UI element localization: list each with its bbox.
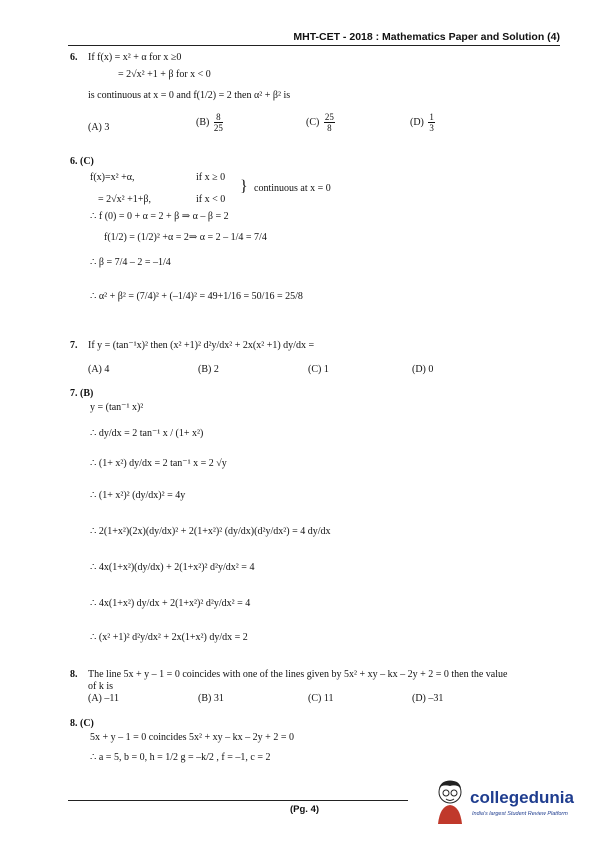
q8-line2: of k is xyxy=(88,681,113,692)
s6-line3: ∴ f (0) = 0 + α = 2 + β ⇒ α – β = 2 xyxy=(90,211,229,222)
s6-line6: ∴ α² + β² = (7/4)² + (–1/4)² = 49+1/16 = 50/16 = 25/8 xyxy=(90,291,303,302)
q6-line2: = 2√x² +1 + β for x < 0 xyxy=(118,69,211,80)
q6-line3: is continuous at x = 0 and f(1/2) = 2 then α² + β² is xyxy=(88,90,291,101)
logo-wordmark: collegedunia xyxy=(470,788,574,807)
q8-option-d: (D) –31 xyxy=(412,693,444,704)
s7-line5: ∴ 2(1+x²)(2x)(dy/dx)² + 2(1+x²)² (dy/dx)(d²y/dx²) = 4 dy/dx xyxy=(90,526,331,537)
q6-option-b-num: 8 xyxy=(214,112,223,123)
q6-option-c-den: 8 xyxy=(327,123,332,133)
q7-option-c: (C) 1 xyxy=(308,364,329,375)
q7-option-b: (B) 2 xyxy=(198,364,219,375)
q7-option-a: (A) 4 xyxy=(88,364,110,375)
s8-line2: ∴ a = 5, b = 0, h = 1/2 g = –k/2 , f = –1, c = 2 xyxy=(90,752,271,763)
q6-option-d-num: 1 xyxy=(429,112,434,122)
s6-brace: } xyxy=(240,178,248,195)
q8-option-a: (A) –11 xyxy=(88,693,120,704)
q6-number: 6. xyxy=(70,52,78,63)
q7-number: 7. xyxy=(70,340,78,351)
s6-line4: f(1/2) = (1/2)² +α = 2⇒ α = 2 – 1/4 = 7/4 xyxy=(104,232,267,243)
s6-line1a: f(x)=x² +α, xyxy=(90,172,135,183)
page-header-title: MHT-CET - 2018 : Mathematics Paper and Solution (4) xyxy=(293,31,560,43)
header-rule xyxy=(68,45,560,46)
q8-option-c: (C) 11 xyxy=(308,693,334,704)
s7-line3: ∴ (1+ x²) dy/dx = 2 tan⁻¹ x = 2 √y xyxy=(90,458,227,469)
q6-option-b-label: (B) xyxy=(196,116,210,128)
q7-line1: If y = (tan⁻¹x)² then (x² +1)² d²y/dx² + 2x(x² +1) dy/dx = xyxy=(88,340,315,351)
footer-rule xyxy=(68,800,408,801)
s7-line2: ∴ dy/dx = 2 tan⁻¹ x / (1+ x²) xyxy=(90,428,204,439)
q6-option-c xyxy=(306,112,337,133)
q7-option-d: (D) 0 xyxy=(412,364,434,375)
s6-line1b: if x ≥ 0 xyxy=(196,172,226,183)
q6-option-c-label: (C) xyxy=(306,116,320,128)
s6-line2a: = 2√x² +1+β, xyxy=(98,194,151,205)
s8-line1: 5x + y – 1 = 0 coincides 5x² + xy – kx – 2y + 2 = 0 xyxy=(90,732,294,743)
q6-option-c-num: 25 xyxy=(324,112,334,122)
s7-line4: ∴ (1+ x²)² (dy/dx)² = 4y xyxy=(90,490,186,501)
mascot-icon xyxy=(432,778,468,826)
s7-line7: ∴ 4x(1+x²) dy/dx + 2(1+x²)² d²y/dx² = 4 xyxy=(90,598,251,609)
page-number: (Pg. 4) xyxy=(290,804,320,815)
q6-option-b xyxy=(196,112,225,133)
logo-tagline: India's largest Student Review Platform xyxy=(472,811,568,817)
collegedunia-logo xyxy=(432,778,572,828)
s6-line1c: continuous at x = 0 xyxy=(254,183,331,194)
q6-option-a: (A) 3 xyxy=(88,122,110,133)
s8-title: 8. (C) xyxy=(70,718,94,729)
s6-line2b: if x < 0 xyxy=(196,194,226,205)
q8-number: 8. xyxy=(70,669,78,680)
s7-line1: y = (tan⁻¹ x)² xyxy=(90,402,144,413)
q6-option-d-den: 3 xyxy=(429,123,434,133)
q8-option-b: (B) 31 xyxy=(198,693,224,704)
s7-line6: ∴ 4x(1+x²)(dy/dx) + 2(1+x²)² d²y/dx² = 4 xyxy=(90,562,255,573)
q6-option-d-label: (D) xyxy=(410,116,424,128)
s7-line8: ∴ (x² +1)² d²y/dx² + 2x(1+x²) dy/dx = 2 xyxy=(90,632,248,643)
q6-option-b-den: 25 xyxy=(213,123,223,133)
q6-option-d xyxy=(410,112,437,133)
s7-title: 7. (B) xyxy=(70,388,94,399)
s6-line5: ∴ β = 7/4 – 2 = –1/4 xyxy=(90,257,171,268)
q6-line1: If f(x) = x² + α for x ≥0 xyxy=(88,52,182,63)
s6-title: 6. (C) xyxy=(70,156,94,167)
q8-line1: The line 5x + y – 1 = 0 coincides with one of the lines given by 5x² + xy – kx – 2y + 2 = 0 then the value xyxy=(88,669,508,680)
